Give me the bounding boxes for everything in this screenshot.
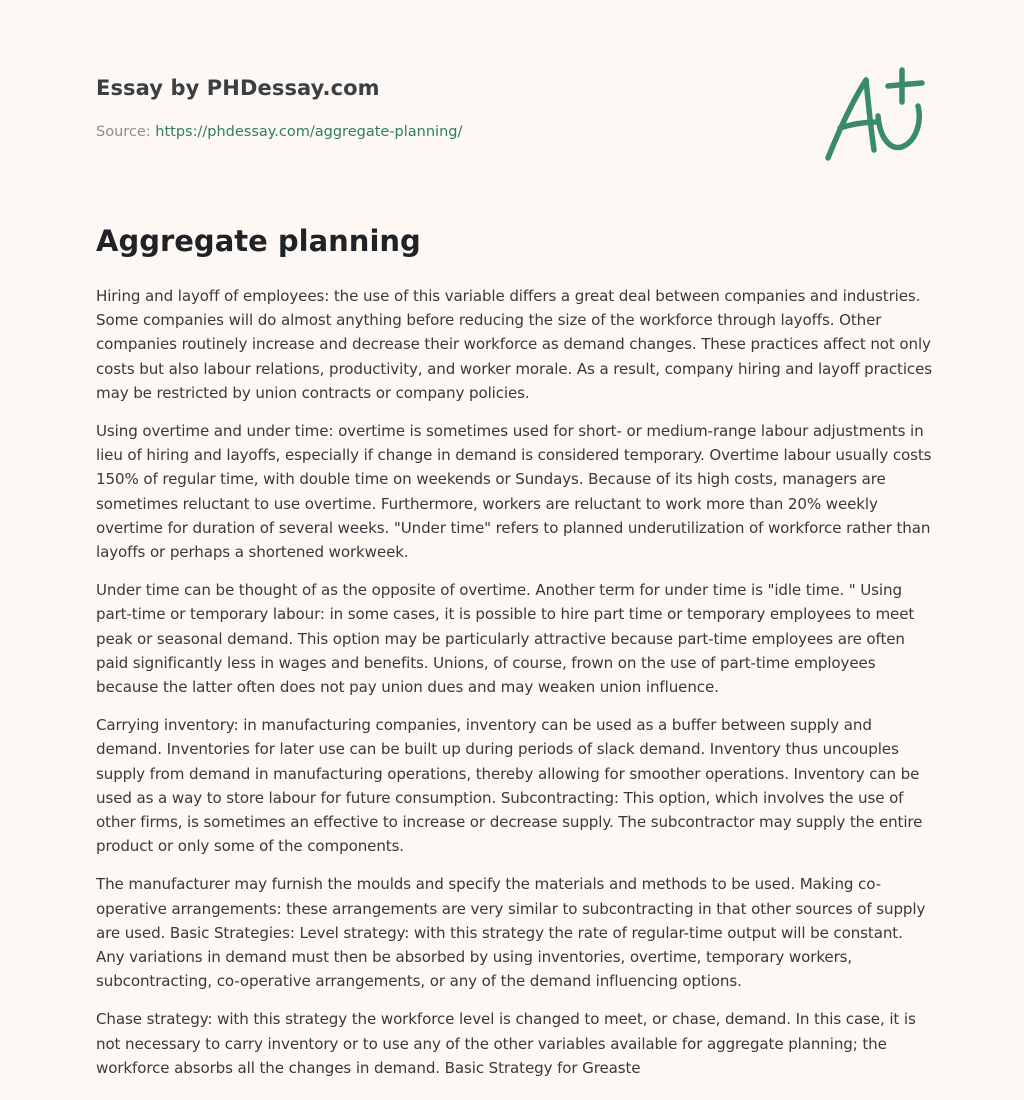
essay-paragraph: Chase strategy: with this strategy the workforce level is changed to meet, or chase, demand. In this case, it is not necessary to carry inventory or to use any of the other variables available for aggregate planning; the workforce absorbs all the changes in demand. Basic Strategy for Greaste: [96, 1010, 916, 1077]
essay-paragraph: Under time can be thought of as the opposite of overtime. Another term for under time is "idle time. " Using part-time or temporary labour: in some cases, it is possible to hire part time or temporary employees to meet peak or seasonal demand. This option may be particularly attractive because part-time employees are often paid significantly less in wages and benefits. Unions, of course, frown on the use of part-time employees because the latter often does not pay union dues and may weaken union influence.: [96, 581, 915, 697]
source-label: Source:: [96, 124, 156, 140]
site-title: Essay by PHDessay.com: [96, 76, 380, 100]
essay-paragraph: Carrying inventory: in manufacturing companies, inventory can be used as a buffer between supply and demand. Inventories for later use can be built up during periods of slack demand. Inventory thus uncouples supply from demand in manufacturing operations, thereby allowing for smoother operations. Inventory can be used as a way to store labour for future consumption. Subcontracting: This option, which involves the use of other firms, is sometimes an effective to increase or decrease supply. The subcontractor may supply the entire product or only some of the components.: [96, 716, 923, 856]
essay-paragraph: Hiring and layoff of employees: the use of this variable differs a great deal between companies and industries. Some companies will do almost anything before reducing the size of the workforce through layoffs. Other companies routinely increase and decrease their workforce as demand changes. These practices affect not only costs but also labour relations, productivity, and worker morale. As a result, company hiring and layoff practices may be restricted by union contracts or company policies.: [96, 287, 932, 402]
essay-body: [96, 284, 934, 1094]
essay-paragraph: The manufacturer may furnish the moulds and specify the materials and methods to be used. Making co-operative arrangements: these arrangements are very similar to subcontracting in that other sources of supply are used. Basic Strategies: Level strategy: with this strategy the rate of regular-time output will be constant. Any variations in demand must then be absorbed by using inventories, overtime, temporary workers, subcontracting, co-operative arrangements, or any of the demand influencing options.: [96, 875, 926, 991]
source-link[interactable]: https://phdessay.com/aggregate-planning/: [155, 124, 463, 140]
essay-paragraph: Using overtime and under time: overtime is sometimes used for short- or medium-range labour adjustments in lieu of hiring and layoffs, especially if change in demand is considered temporary. Overtime labour usually costs 150% of regular time, with double time on weekends or Sundays. Because of its high costs, managers are sometimes reluctant to use overtime. Furthermore, workers are reluctant to work more than 20% weekly overtime for duration of several weeks. "Under time" refers to planned underutilization of workforce rather than layoffs or perhaps a shortened workweek.: [96, 422, 932, 562]
essay-title: Aggregate planning: [96, 224, 421, 258]
a-plus-logo-icon: [818, 66, 930, 166]
source-line: [96, 124, 462, 140]
